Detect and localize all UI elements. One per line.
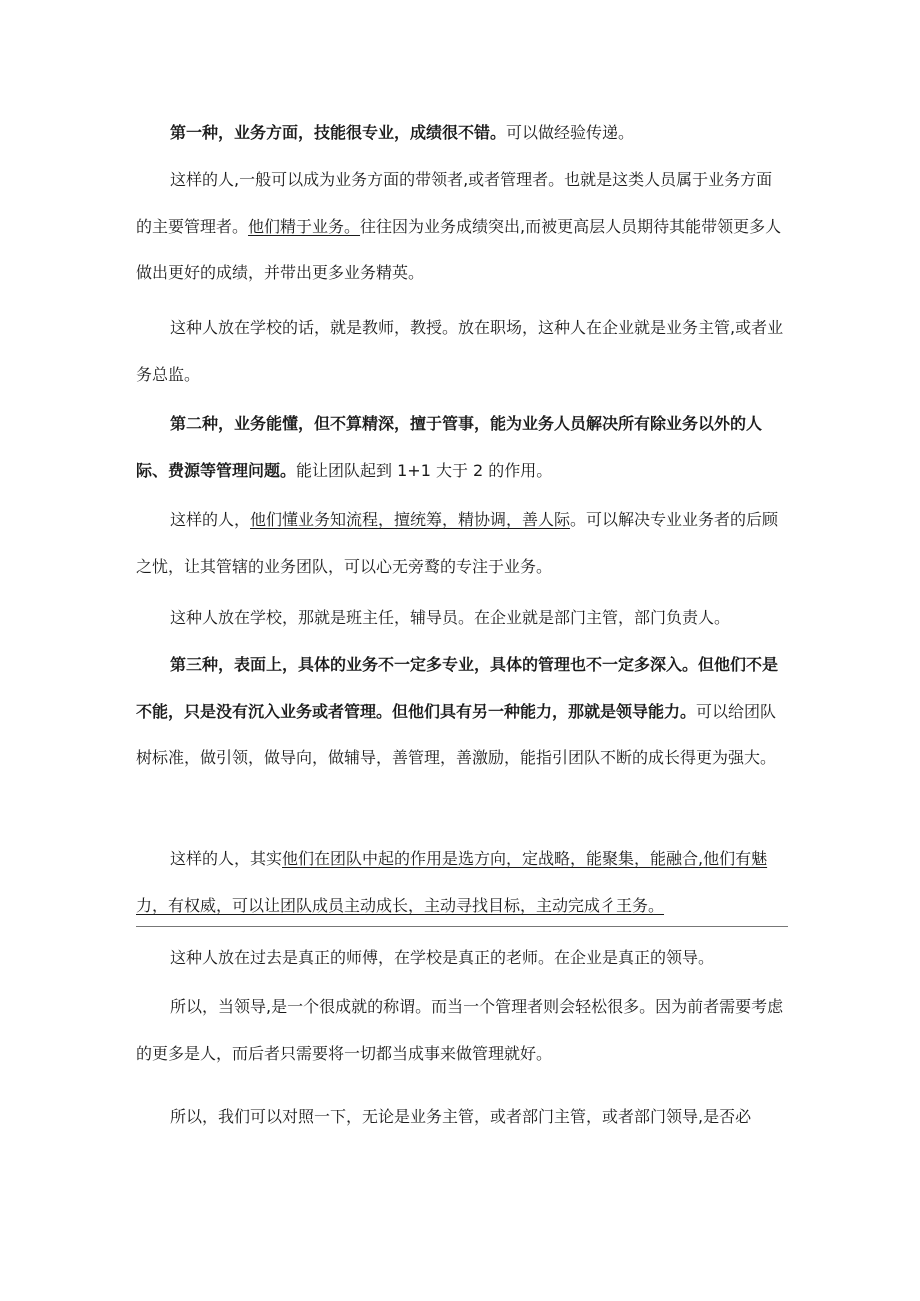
paragraph-first-type-description <box>136 157 788 297</box>
comparison-text: 所以，我们可以对照一下，无论是业务主管，或者部门主管，或者部门领导,是否必 <box>170 1107 752 1126</box>
second-type-heading: 第二种，业务能懂，但不算精深，擅于管事，能为业务人员解决所有除业务以外的人际、费源等管理问题。 <box>136 414 763 480</box>
first-type-description-continued: 往往因为业务成绩突出,而被更高层人员期待其能带领更多人做出更好的成绩，并带出更多业务精英。 <box>136 216 782 282</box>
first-type-heading: 第一种，业务方面，技能很专业，成绩很不错。 <box>170 123 507 142</box>
paragraph-first-type <box>136 110 788 157</box>
divider-line <box>136 926 788 927</box>
second-type-description-continued: 。可以解决专业业务者的后顾之忧，让其管辖的业务团队，可以心无旁鹜的专注于业务。 <box>136 510 779 576</box>
second-type-roles-text: 这种人放在学校，那就是班主任，辅导员。在企业就是部门主管，部门负责人。 <box>170 608 731 627</box>
second-type-text: 能让团队起到 1+1 大于 2 的作用。 <box>296 460 553 480</box>
third-type-underlined: 他们在团队中起的作用是选方向，定战略，能聚集，能融合,他们有魅力，有权威，可以让团队成员主动成长，主动寻找目标，主动完成彳王务。 <box>136 849 768 915</box>
paragraph-third-type-roles <box>136 935 788 982</box>
paragraph-second-type-roles <box>136 595 788 642</box>
paragraph-comparison <box>136 1094 788 1141</box>
second-type-description-text: 这样的人， <box>170 510 251 529</box>
paragraph-first-type-roles <box>136 305 788 398</box>
paragraph-conclusion <box>136 984 788 1077</box>
paragraph-second-type-description <box>136 497 788 590</box>
first-type-roles-text: 这种人放在学校的话，就是教师，教授。放在职场，这种人在企业就是业务主管,或者业务总监。 <box>136 318 784 384</box>
third-type-roles-text: 这种人放在过去是真正的师傅，在学校是真正的老师。在企业是真正的领导。 <box>170 948 715 967</box>
first-type-text: 可以做经验传递。 <box>506 123 635 142</box>
third-type-text: 可以给团队树标准，做引领，做导向，做辅导，善管理，善激励，能指引团队不断的成长得更为强大。 <box>136 701 777 767</box>
paragraph-second-type <box>136 401 788 494</box>
first-type-underlined: 他们精于业务。 <box>248 216 361 236</box>
third-type-heading: 第三种，表面上，具体的业务不一定多专业，具体的管理也不一定多深入。但他们不是不能，只是没有沉入业务或者管理。但他们具有另一种能力，那就是领导能力。 <box>136 655 779 721</box>
paragraph-third-type-description <box>136 836 788 929</box>
second-type-underlined: 他们懂业务知流程，擅统筹，精协调，善人际 <box>250 510 571 529</box>
first-type-description-text: 这样的人,一般可以成为业务方面的带领者,或者管理者。也就是这类人员属于业务方面的主要管理者。 <box>136 170 773 236</box>
conclusion-text: 所以，当领导,是一个很成就的称谓。而当一个管理者则会轻松很多。因为前者需要考虑的更多是人，而后者只需要将一切都当成事来做管理就好。 <box>136 997 784 1063</box>
third-type-description-text: 这样的人，其实 <box>170 849 283 868</box>
paragraph-third-type <box>136 642 788 782</box>
